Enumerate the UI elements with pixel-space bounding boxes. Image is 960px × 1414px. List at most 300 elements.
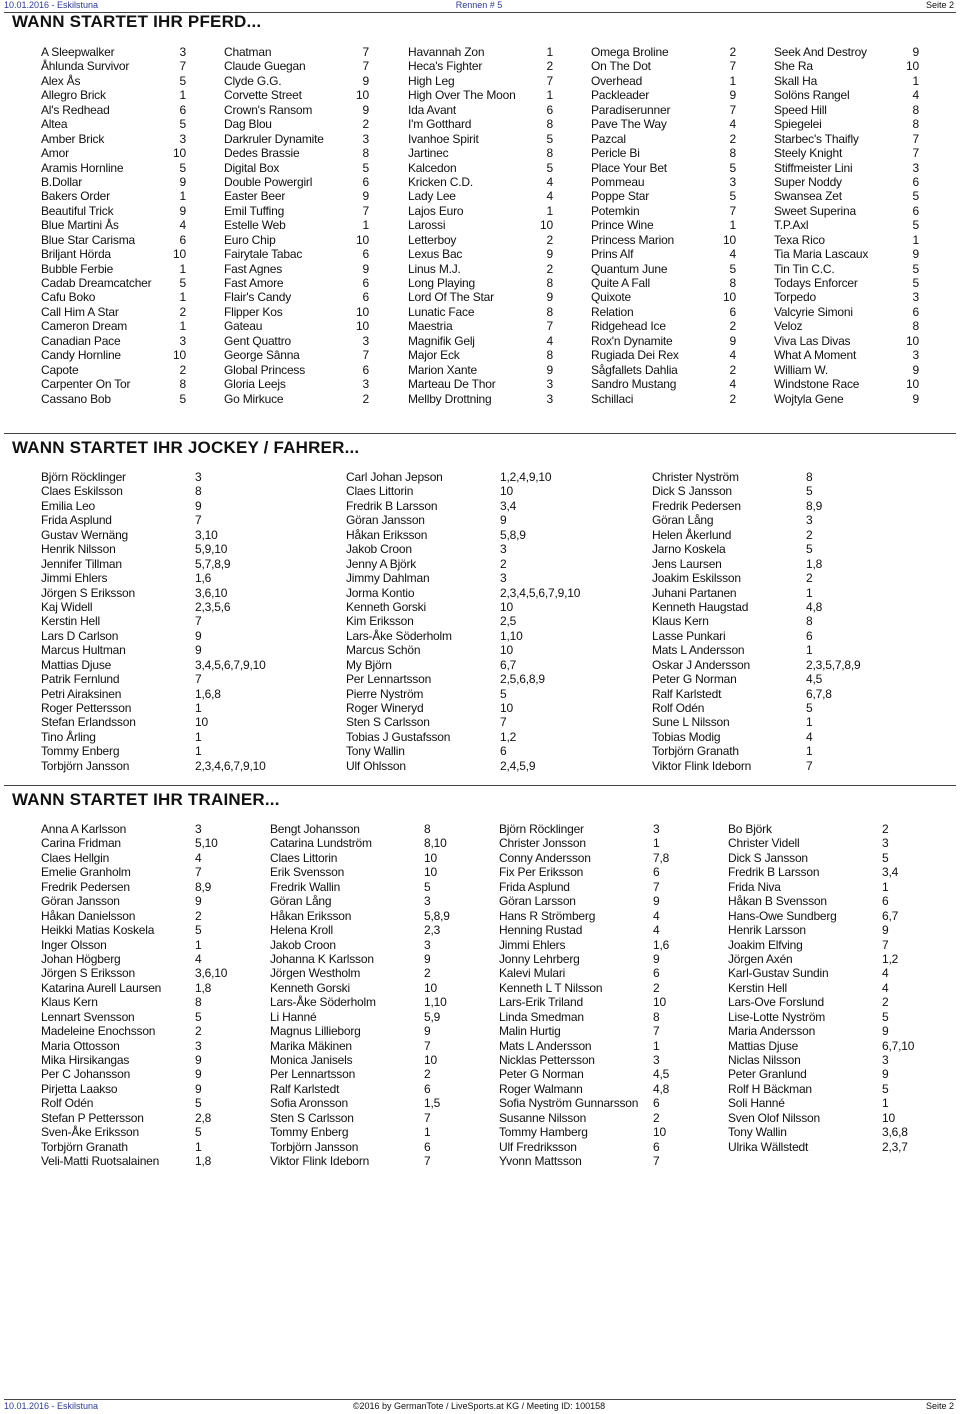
- horse-row: [774, 262, 919, 276]
- trainer-row: [728, 1053, 943, 1067]
- jockey-name: Joakim Eskilsson: [652, 571, 741, 586]
- horse-name: Allegro Brick: [41, 88, 106, 103]
- trainer-races: 4: [882, 980, 889, 995]
- jockey-races: 7: [195, 672, 202, 687]
- jockey-name: Peter G Norman: [652, 672, 737, 687]
- trainer-name: Jörgen Westholm: [270, 966, 361, 981]
- trainer-races: 10: [882, 1110, 895, 1125]
- horse-name: George Sânna: [224, 348, 300, 363]
- horse-row: [408, 305, 553, 319]
- horse-name: Lord Of The Star: [408, 290, 494, 305]
- trainer-races: 8: [195, 995, 202, 1010]
- horse-races: 3: [546, 391, 553, 406]
- trainer-races: 7: [424, 1154, 431, 1169]
- horse-name: Potemkin: [591, 203, 640, 218]
- trainer-races: 3,4: [882, 865, 899, 880]
- horse-name: Kricken C.D.: [408, 174, 473, 189]
- horse-races: 8: [729, 146, 736, 161]
- trainer-row: [270, 938, 485, 952]
- horse-row: [41, 262, 186, 276]
- horse-row: [591, 348, 736, 362]
- jockey-name: Jimmi Ehlers: [41, 571, 108, 586]
- jockey-row: [41, 528, 321, 542]
- jockey-row: [652, 629, 942, 643]
- trainer-name: Anna A Karlsson: [41, 822, 127, 836]
- trainer-races: 1: [195, 1139, 202, 1154]
- trainer-row: [270, 894, 485, 908]
- trainer-name: Nicklas Pettersson: [499, 1053, 595, 1067]
- jockey-row: [346, 528, 636, 542]
- jockey-row: [652, 600, 942, 614]
- horse-races: 10: [906, 333, 919, 348]
- jockey-row: [41, 614, 321, 628]
- horse-races: 2: [546, 261, 553, 276]
- horse-row: [224, 290, 369, 304]
- trainer-name: Peter Granlund: [728, 1067, 807, 1082]
- horse-races: 2: [362, 391, 369, 406]
- horse-races: 7: [362, 59, 369, 74]
- trainer-name: Bo Björk: [728, 822, 772, 836]
- jockey-name: Jimmy Dahlman: [346, 571, 430, 586]
- trainer-row: [728, 1096, 943, 1110]
- horse-row: [41, 146, 186, 160]
- horse-row: [224, 146, 369, 160]
- horse-races: 3: [546, 377, 553, 392]
- horse-races: 1: [179, 189, 186, 204]
- jockey-name: Juhani Partanen: [652, 585, 737, 600]
- horse-row: [408, 348, 553, 362]
- horse-name: Alex Ås: [41, 73, 81, 88]
- horse-row: [591, 334, 736, 348]
- horse-row: [774, 377, 919, 391]
- trainer-row: [728, 952, 943, 966]
- trainer-row: [270, 923, 485, 937]
- trainer-name: Ulrika Wällstedt: [728, 1139, 809, 1154]
- trainer-name: Klaus Kern: [41, 995, 98, 1010]
- trainer-name: Jakob Croon: [270, 937, 336, 952]
- trainer-races: 4: [195, 850, 202, 865]
- horse-row: [774, 103, 919, 117]
- horses-column-4: [591, 45, 736, 406]
- trainer-row: [41, 1010, 256, 1024]
- trainer-races: 5: [195, 1009, 202, 1024]
- horse-row: [408, 218, 553, 232]
- horse-races: 5: [546, 160, 553, 175]
- horse-name: Bubble Ferbie: [41, 261, 114, 276]
- trainer-name: Tommy Enberg: [270, 1125, 349, 1140]
- jockey-races: 10: [500, 643, 513, 658]
- horse-races: 9: [912, 247, 919, 262]
- trainer-name: Per Lennartsson: [270, 1067, 356, 1082]
- horse-row: [408, 290, 553, 304]
- jockey-name: Björn Röcklinger: [41, 470, 126, 484]
- horse-name: Havannah Zon: [408, 45, 485, 59]
- horse-row: [591, 305, 736, 319]
- jockey-name: Frida Asplund: [41, 513, 112, 528]
- trainer-races: 1,10: [424, 995, 447, 1010]
- horse-name: Briljant Hörda: [41, 247, 111, 262]
- horse-races: 1: [546, 203, 553, 218]
- trainer-races: 2: [195, 1024, 202, 1039]
- trainer-races: 2,3,7: [882, 1139, 908, 1154]
- jockey-races: 7: [806, 758, 813, 773]
- trainer-races: 7: [424, 1110, 431, 1125]
- jockey-row: [652, 614, 942, 628]
- trainer-races: 9: [882, 923, 889, 938]
- trainer-name: Fredrik B Larsson: [728, 865, 820, 880]
- trainer-name: Tony Wallin: [728, 1125, 787, 1140]
- horse-name: Altea: [41, 117, 68, 132]
- horse-races: 5: [729, 160, 736, 175]
- horse-row: [408, 377, 553, 391]
- trainer-row: [41, 1125, 256, 1139]
- horse-name: Marteau De Thor: [408, 377, 496, 392]
- trainer-name: Björn Röcklinger: [499, 822, 584, 836]
- horse-row: [408, 103, 553, 117]
- horse-races: 6: [912, 203, 919, 218]
- horse-races: 3: [179, 45, 186, 59]
- trainer-name: Sten S Carlsson: [270, 1110, 354, 1125]
- horse-races: 4: [729, 247, 736, 262]
- horse-name: Marion Xante: [408, 362, 477, 377]
- horse-races: 5: [912, 218, 919, 233]
- horse-row: [591, 262, 736, 276]
- jockey-row: [41, 658, 321, 672]
- horse-row: [408, 334, 553, 348]
- trainer-name: Fredrik Pedersen: [41, 879, 130, 894]
- horse-row: [408, 132, 553, 146]
- horse-name: Super Noddy: [774, 174, 842, 189]
- horse-races: 6: [362, 174, 369, 189]
- jockey-row: [652, 701, 942, 715]
- jockey-name: Jennifer Tillman: [41, 556, 122, 571]
- trainer-name: Rolf H Bäckman: [728, 1081, 812, 1096]
- footer-copyright: ©2016 by GermanTote / LiveSports.at KG / Meeting ID: 100158: [352, 1401, 606, 1411]
- trainer-row: [728, 880, 943, 894]
- jockey-races: 1: [806, 585, 813, 600]
- trainer-row: [270, 1053, 485, 1067]
- jockey-races: 2: [500, 556, 507, 571]
- horse-row: [224, 377, 369, 391]
- jockey-name: Viktor Flink Ideborn: [652, 758, 752, 773]
- trainer-races: 7,8: [653, 850, 670, 865]
- trainer-row: [499, 952, 714, 966]
- jockeys-column-3: [652, 470, 942, 773]
- horse-races: 8: [912, 319, 919, 334]
- trainer-races: 2: [653, 1110, 660, 1125]
- horse-races: 1: [912, 73, 919, 88]
- horse-name: High Over The Moon: [408, 88, 516, 103]
- trainer-name: Claes Littorin: [270, 850, 338, 865]
- trainer-row: [728, 1140, 943, 1154]
- trainer-name: Mats L Andersson: [499, 1038, 592, 1053]
- trainer-name: Yvonn Mattsson: [499, 1154, 582, 1169]
- trainer-row: [41, 938, 256, 952]
- trainer-races: 8: [424, 822, 431, 836]
- jockey-row: [652, 643, 942, 657]
- trainer-row: [499, 995, 714, 1009]
- horse-name: Cameron Dream: [41, 319, 128, 334]
- jockey-row: [652, 571, 942, 585]
- jockey-races: 7: [195, 614, 202, 629]
- footer-rule: [4, 1399, 956, 1400]
- trainer-name: Linda Smedman: [499, 1009, 584, 1024]
- horse-name: Larossi: [408, 218, 446, 233]
- trainer-row: [270, 952, 485, 966]
- trainer-name: Viktor Flink Ideborn: [270, 1154, 370, 1169]
- jockey-name: Torbjörn Jansson: [41, 758, 130, 773]
- horse-name: Jartinec: [408, 146, 449, 161]
- horse-name: Linus M.J.: [408, 261, 461, 276]
- horse-name: Euro Chip: [224, 232, 276, 247]
- horse-row: [774, 204, 919, 218]
- horse-races: 7: [362, 203, 369, 218]
- trainer-name: Lars-Åke Söderholm: [270, 995, 376, 1010]
- horse-races: 6: [362, 247, 369, 262]
- jockey-name: Emilia Leo: [41, 498, 96, 513]
- jockey-row: [41, 513, 321, 527]
- trainer-row: [499, 938, 714, 952]
- trainer-row: [41, 894, 256, 908]
- jockey-races: 3,4,5,6,7,9,10: [195, 657, 266, 672]
- horse-name: Fast Agnes: [224, 261, 283, 276]
- trainer-name: Stefan P Pettersson: [41, 1110, 144, 1125]
- jockey-row: [652, 513, 942, 527]
- trainer-races: 4: [653, 908, 660, 923]
- trainer-races: 3: [195, 822, 202, 836]
- horse-row: [224, 334, 369, 348]
- horse-row: [408, 392, 553, 406]
- jockey-races: 9: [195, 643, 202, 658]
- horse-races: 4: [546, 333, 553, 348]
- horses-column-2: [224, 45, 369, 406]
- jockey-row: [346, 744, 636, 758]
- trainer-races: 1,5: [424, 1096, 441, 1111]
- jockey-row: [346, 484, 636, 498]
- horse-name: T.P.Axl: [774, 218, 809, 233]
- horse-row: [41, 319, 186, 333]
- horse-name: Åhlunda Survivor: [41, 59, 130, 74]
- trainer-races: 8,9: [195, 879, 212, 894]
- horse-name: Major Eck: [408, 348, 460, 363]
- horse-row: [591, 45, 736, 59]
- trainer-row: [41, 865, 256, 879]
- horse-name: Sandro Mustang: [591, 377, 677, 392]
- horse-row: [41, 88, 186, 102]
- horse-races: 1: [729, 73, 736, 88]
- horse-name: Darkruler Dynamite: [224, 131, 324, 146]
- horse-row: [774, 161, 919, 175]
- horse-name: Wojtyla Gene: [774, 391, 844, 406]
- trainer-name: Susanne Nilsson: [499, 1110, 587, 1125]
- jockey-name: Tino Årling: [41, 729, 96, 744]
- horse-name: Starbec's Thaifly: [774, 131, 859, 146]
- trainer-row: [728, 1039, 943, 1053]
- horse-races: 5: [729, 261, 736, 276]
- horse-row: [224, 74, 369, 88]
- horse-name: Fast Amore: [224, 276, 284, 290]
- jockey-row: [41, 542, 321, 556]
- horse-name: Canadian Pace: [41, 333, 121, 348]
- horse-row: [224, 319, 369, 333]
- horse-races: 8: [729, 276, 736, 290]
- jockey-name: Marcus Schön: [346, 643, 421, 658]
- trainer-races: 9: [424, 1024, 431, 1039]
- jockey-row: [346, 586, 636, 600]
- jockey-name: Per Lennartsson: [346, 672, 432, 687]
- trainer-races: 7: [882, 937, 889, 952]
- trainer-row: [728, 1125, 943, 1139]
- horse-row: [408, 146, 553, 160]
- horse-name: Paradiserunner: [591, 102, 671, 117]
- trainer-name: Magnus Lillieborg: [270, 1024, 361, 1039]
- horse-name: Windstone Race: [774, 377, 860, 392]
- trainer-races: 9: [195, 1053, 202, 1067]
- trainer-row: [41, 1082, 256, 1096]
- jockey-row: [41, 484, 321, 498]
- jockey-races: 7: [500, 715, 507, 730]
- trainer-name: Göran Jansson: [41, 894, 120, 909]
- jockey-row: [41, 470, 321, 484]
- horse-row: [408, 45, 553, 59]
- horse-name: Sågfallets Dahlia: [591, 362, 678, 377]
- horse-row: [408, 161, 553, 175]
- trainer-name: Per C Johansson: [41, 1067, 131, 1082]
- trainer-name: Christer Videll: [728, 836, 800, 851]
- jockey-row: [346, 730, 636, 744]
- horse-races: 10: [540, 218, 553, 233]
- trainer-races: 6: [424, 1139, 431, 1154]
- jockey-name: Marcus Hultman: [41, 643, 126, 658]
- jockey-row: [346, 542, 636, 556]
- horse-row: [591, 377, 736, 391]
- trainer-name: Soli Hanné: [728, 1096, 785, 1111]
- horse-races: 1: [912, 232, 919, 247]
- trainer-name: Tommy Hamberg: [499, 1125, 588, 1140]
- trainer-row: [499, 1096, 714, 1110]
- horse-races: 5: [912, 189, 919, 204]
- horse-races: 6: [729, 304, 736, 319]
- trainer-row: [270, 836, 485, 850]
- trainer-row: [270, 981, 485, 995]
- header-page-number: Seite 2: [925, 0, 954, 10]
- horse-name: Sweet Superina: [774, 203, 856, 218]
- trainer-name: Maria Ottosson: [41, 1038, 120, 1053]
- horse-name: Gateau: [224, 319, 263, 334]
- jockey-name: Kerstin Hell: [41, 614, 100, 629]
- horse-name: Kalcedon: [408, 160, 457, 175]
- jockey-races: 8: [806, 614, 813, 629]
- horse-name: Go Mirkuce: [224, 391, 284, 406]
- horse-row: [408, 74, 553, 88]
- trainer-races: 10: [424, 850, 437, 865]
- horse-row: [591, 146, 736, 160]
- horse-row: [41, 392, 186, 406]
- jockey-row: [346, 571, 636, 585]
- jockey-races: 8: [195, 484, 202, 499]
- trainer-races: 4,8: [653, 1081, 670, 1096]
- trainer-name: Ulf Fredriksson: [499, 1139, 577, 1154]
- horse-races: 8: [546, 348, 553, 363]
- trainer-name: Helena Kroll: [270, 923, 333, 938]
- horse-races: 6: [362, 362, 369, 377]
- trainers-column-3: [499, 822, 714, 1169]
- jockey-name: Håkan Eriksson: [346, 527, 428, 542]
- horse-name: Solöns Rangel: [774, 88, 850, 103]
- horse-name: Schillaci: [591, 391, 634, 406]
- horse-row: [408, 204, 553, 218]
- trainer-row: [270, 880, 485, 894]
- horse-row: [224, 189, 369, 203]
- trainer-name: Kenneth Gorski: [270, 980, 350, 995]
- trainer-row: [728, 1010, 943, 1024]
- trainer-row: [499, 1082, 714, 1096]
- horse-races: 7: [729, 203, 736, 218]
- horse-name: On The Dot: [591, 59, 651, 74]
- horse-row: [41, 117, 186, 131]
- jockey-name: Lars-Åke Söderholm: [346, 628, 452, 643]
- trainer-row: [41, 1039, 256, 1053]
- trainers-section-title: WANN STARTET IHR TRAINER...: [12, 790, 280, 809]
- horse-races: 8: [546, 146, 553, 161]
- horse-name: Lajos Euro: [408, 203, 464, 218]
- jockey-row: [346, 600, 636, 614]
- horse-races: 5: [179, 117, 186, 132]
- jockey-name: Göran Lång: [652, 513, 714, 528]
- trainer-races: 2,8: [195, 1110, 212, 1125]
- horse-races: 5: [362, 160, 369, 175]
- horses-column-5: [774, 45, 919, 406]
- trainer-row: [499, 966, 714, 980]
- trainer-races: 5: [195, 1096, 202, 1111]
- jockey-races: 3,4: [500, 498, 517, 513]
- trainer-row: [499, 981, 714, 995]
- jockey-row: [346, 614, 636, 628]
- trainer-name: Hans-Owe Sundberg: [728, 908, 837, 923]
- horse-races: 2: [546, 59, 553, 74]
- horse-races: 4: [729, 348, 736, 363]
- jockey-name: Pierre Nyström: [346, 686, 424, 701]
- horse-races: 9: [179, 174, 186, 189]
- horse-name: Quite A Fall: [591, 276, 650, 290]
- trainer-row: [41, 1154, 256, 1168]
- trainer-name: Conny Andersson: [499, 850, 591, 865]
- jockey-name: Jarno Koskela: [652, 542, 726, 557]
- trainer-races: 3: [424, 894, 431, 909]
- horse-races: 7: [362, 45, 369, 59]
- horse-name: Amber Brick: [41, 131, 105, 146]
- trainer-name: Carina Fridman: [41, 836, 121, 851]
- trainer-name: Lars-Erik Triland: [499, 995, 583, 1010]
- horse-row: [408, 175, 553, 189]
- horse-row: [224, 276, 369, 290]
- trainer-name: Mattias Djuse: [728, 1038, 799, 1053]
- jockey-row: [652, 672, 942, 686]
- trainer-name: Frida Asplund: [499, 879, 570, 894]
- horse-row: [41, 161, 186, 175]
- jockey-races: 2,5: [500, 614, 517, 629]
- trainer-name: Malin Hurtig: [499, 1024, 561, 1039]
- trainer-name: Fix Per Eriksson: [499, 865, 584, 880]
- jockey-row: [652, 730, 942, 744]
- trainer-races: 4: [653, 923, 660, 938]
- jockey-races: 2,3,5,7,8,9: [806, 657, 861, 672]
- horse-row: [41, 377, 186, 391]
- horse-races: 9: [546, 362, 553, 377]
- trainer-name: Claes Hellgin: [41, 850, 110, 865]
- horse-name: Torpedo: [774, 290, 816, 305]
- horse-name: Lady Lee: [408, 189, 456, 204]
